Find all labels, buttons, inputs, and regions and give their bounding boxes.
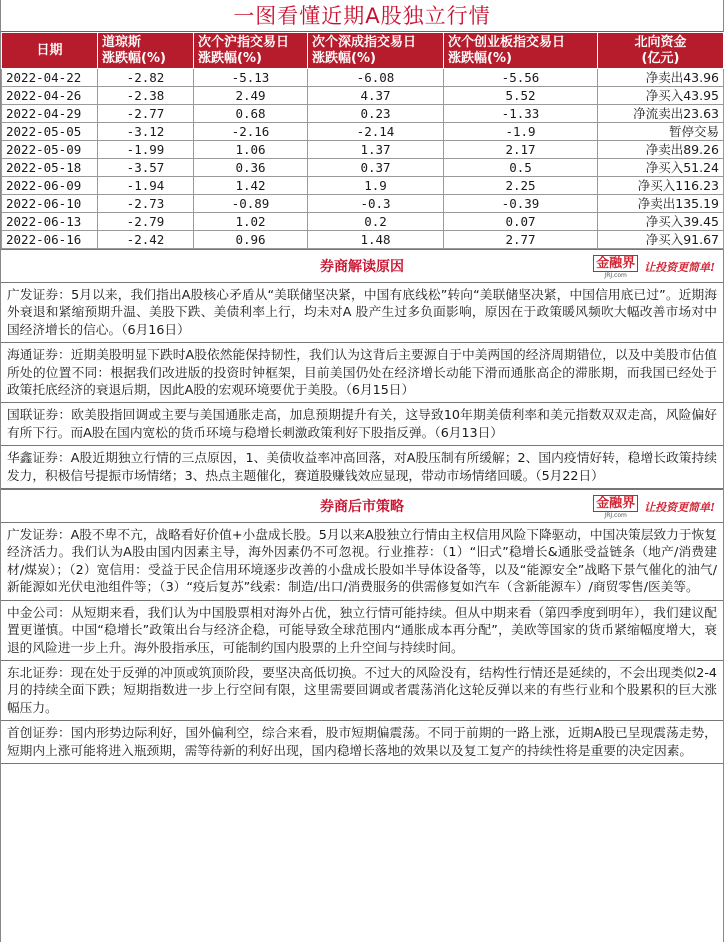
cell-sz: 0.37 xyxy=(308,159,444,177)
table-row xyxy=(2,105,724,123)
cell-dji: -2.77 xyxy=(98,105,194,123)
cell-sz: 0.2 xyxy=(308,213,444,231)
cell-sh: -0.89 xyxy=(194,195,308,213)
cell-flow: 净买入43.95 xyxy=(598,87,724,105)
table-row xyxy=(2,87,724,105)
cell-dji: -2.42 xyxy=(98,231,194,249)
table-row xyxy=(2,231,724,249)
broker-comment: 华鑫证券：A股近期独立行情的三点原因，1、美债收益率冲高回落，对A股压制有所缓解；2、国内疫情好转，稳增长政策持续发力，积极信号提振市场情绪；3、热点主题催化，赛道股赚钱效应显现，带动市场情绪回暖。（5月22日） xyxy=(1,446,723,489)
header-sz: 次个深成指交易日 涨跌幅(%) xyxy=(308,33,444,69)
cell-sh: -2.16 xyxy=(194,123,308,141)
cell-flow: 净卖出135.19 xyxy=(598,195,724,213)
cell-sh: 0.68 xyxy=(194,105,308,123)
cell-sz: -6.08 xyxy=(308,69,444,87)
table-row xyxy=(2,123,724,141)
cell-flow: 净买入116.23 xyxy=(598,177,724,195)
header-flow: 北向资金 (亿元) xyxy=(598,33,724,69)
broker-comment: 广发证券：A股不卑不亢，战略看好价值+小盘成长股。5月以来A股独立行情由主权信用风险下降驱动，中国决策层致力于恢复经济活力。我们认为A股由国内因素主导，海外因素仍不可忽视。行业推荐：（1）“旧式”稳增长&通胀受益链条（地产/消费建材/煤炭）；（2）宽信用：受益于民企信用环境逐步改善的小盘成长股如半导体设备等，以及“能源安全”战略下景气催化的油气/新能源如光伏电池组件等；（3）“疫后复苏”线索：制造/出口/消费服务的供需修复如汽车（含新能源车）/商贸零售/医美等。 xyxy=(1,523,723,601)
cell-flow: 净买入91.67 xyxy=(598,231,724,249)
table-row xyxy=(2,141,724,159)
cell-sz: 1.48 xyxy=(308,231,444,249)
logo-slogan: 让投资更简单! xyxy=(644,261,715,274)
cell-sh: 2.49 xyxy=(194,87,308,105)
cell-dji: -1.94 xyxy=(98,177,194,195)
broker-comment: 东北证券：现在处于反弹的冲顶或筑顶阶段，要坚决高低切换。不过大的风险没有，结构性行情还是延续的，不会出现类似2-4月的持续全面下跌；短期指数进一步上行空间有限，这里需要回调或者震荡消化这轮反弹以来的有些行业和个股累积的巨大涨幅压力。 xyxy=(1,661,723,721)
logo-slogan: 让投资更简单! xyxy=(644,501,715,515)
table-row xyxy=(2,69,724,87)
cell-dji: -2.79 xyxy=(98,213,194,231)
cell-sh: 0.36 xyxy=(194,159,308,177)
cell-sz: -2.14 xyxy=(308,123,444,141)
cell-dji: -2.82 xyxy=(98,69,194,87)
logo-cn: 金融界 xyxy=(593,255,638,272)
table-row xyxy=(2,177,724,195)
cell-date: 2022-04-29 xyxy=(2,105,98,123)
cell-cyb: 0.5 xyxy=(444,159,598,177)
cell-date: 2022-05-18 xyxy=(2,159,98,177)
table-row xyxy=(2,195,724,213)
logo-en: JRJ.com xyxy=(604,512,627,520)
jrj-logo xyxy=(593,494,715,520)
cell-cyb: 5.52 xyxy=(444,87,598,105)
cell-date: 2022-05-09 xyxy=(2,141,98,159)
cell-flow: 净买入51.24 xyxy=(598,159,724,177)
broker-comment: 广发证券：5月以来，我们指出A股核心矛盾从“美联储坚决紧，中国有底线松”转向“美联储坚决紧，中国信用底已过”。近期海外衰退和紧缩预期升温、美股下跌、美债利率上行，均未对A 股产生过多负面影响，原因在于政策暖风频吹大幅改善市场对中国经济增长的信心。（6月16日） xyxy=(1,283,723,343)
table-header-row xyxy=(2,33,724,69)
cell-flow: 净卖出43.96 xyxy=(598,69,724,87)
cell-date: 2022-04-22 xyxy=(2,69,98,87)
cell-flow: 净流卖出23.63 xyxy=(598,105,724,123)
broker-comment: 国联证券：欧美股指回调或主要与美国通胀走高，加息预期提升有关，这导致10年期美债利率和美元指数双双走高，风险偏好有所下行。而A股在国内宽松的货币环境与稳增长刺激政策利好下股指反弹。（6月13日） xyxy=(1,403,723,446)
section-title: 券商后市策略 xyxy=(320,499,404,516)
cell-cyb: 2.17 xyxy=(444,141,598,159)
cell-cyb: 2.25 xyxy=(444,177,598,195)
cell-cyb: -1.9 xyxy=(444,123,598,141)
cell-sz: 1.9 xyxy=(308,177,444,195)
jrj-logo xyxy=(593,254,715,280)
market-table xyxy=(1,32,724,249)
cell-date: 2022-06-13 xyxy=(2,213,98,231)
cell-cyb: -1.33 xyxy=(444,105,598,123)
cell-dji: -1.99 xyxy=(98,141,194,159)
cell-cyb: -0.39 xyxy=(444,195,598,213)
table-row xyxy=(2,159,724,177)
header-sh: 次个沪指交易日 涨跌幅(%) xyxy=(194,33,308,69)
logo-mark xyxy=(593,255,638,279)
section-header xyxy=(1,249,723,283)
cell-sh: 0.96 xyxy=(194,231,308,249)
cell-sz: 0.23 xyxy=(308,105,444,123)
cell-sz: 4.37 xyxy=(308,87,444,105)
cell-sz: -0.3 xyxy=(308,195,444,213)
logo-cn: 金融界 xyxy=(593,495,638,512)
broker-comment: 中金公司：从短期来看，我们认为中国股票相对海外占优，独立行情可能持续。但从中期来看（第四季度到明年），我们建议配置更谨慎。中国“稳增长”政策出台与经济企稳，可能导致全球范围内“通胀成本再分配”，美欧等国家的货币紧缩幅度增大，衰退的风险进一步上升。海外股指承压，可能制约国内股票的上升空间与持续时间。 xyxy=(1,601,723,661)
page-title: 一图看懂近期A股独立行情 xyxy=(1,0,723,32)
cell-sh: 1.02 xyxy=(194,213,308,231)
cell-flow: 净买入39.45 xyxy=(598,213,724,231)
cell-flow: 暂停交易 xyxy=(598,123,724,141)
cell-sh: 1.42 xyxy=(194,177,308,195)
logo-en: JRJ.com xyxy=(604,272,627,279)
cell-sh: 1.06 xyxy=(194,141,308,159)
header-date: 日期 xyxy=(2,33,98,69)
table-body xyxy=(2,69,724,249)
section-title: 券商解读原因 xyxy=(320,259,404,275)
broker-comment: 海通证券：近期美股明显下跌时A股依然能保持韧性，我们认为这背后主要源自于中美两国的经济周期错位，以及中美股市估值所处的位置不同：根据我们改进版的投资时钟框架，目前美国仍处在经济增长动能下滑而通胀高企的滞胀期，而我国已经处于政策托底经济的衰退后期，因此A股的宏观环境要优于美股。（6月15日） xyxy=(1,343,723,403)
cell-cyb: 0.07 xyxy=(444,213,598,231)
cell-cyb: -5.56 xyxy=(444,69,598,87)
cell-date: 2022-06-16 xyxy=(2,231,98,249)
cell-sz: 1.37 xyxy=(308,141,444,159)
cell-flow: 净卖出89.26 xyxy=(598,141,724,159)
header-dji: 道琼斯 涨跌幅(%) xyxy=(98,33,194,69)
cell-dji: -2.73 xyxy=(98,195,194,213)
cell-date: 2022-04-26 xyxy=(2,87,98,105)
cell-sh: -5.13 xyxy=(194,69,308,87)
broker-comment: 首创证券：国内形势边际利好，国外偏利空，综合来看，股市短期偏震荡。不同于前期的一路上涨，近期A股已呈现震荡走势，短期内上涨可能将进入瓶颈期，需等待新的利好出现，国内稳增长落地的效果以及复工复产的持续性将是重要的决定因素。 xyxy=(1,721,723,764)
table-row xyxy=(2,213,724,231)
cell-date: 2022-05-05 xyxy=(2,123,98,141)
cell-cyb: 2.77 xyxy=(444,231,598,249)
cell-dji: -3.12 xyxy=(98,123,194,141)
cell-dji: -3.57 xyxy=(98,159,194,177)
logo-mark xyxy=(593,495,638,519)
cell-date: 2022-06-10 xyxy=(2,195,98,213)
section-header xyxy=(1,489,723,523)
header-cyb: 次个创业板指交易日 涨跌幅(%) xyxy=(444,33,598,69)
sections-container xyxy=(1,249,723,764)
cell-dji: -2.38 xyxy=(98,87,194,105)
cell-date: 2022-06-09 xyxy=(2,177,98,195)
